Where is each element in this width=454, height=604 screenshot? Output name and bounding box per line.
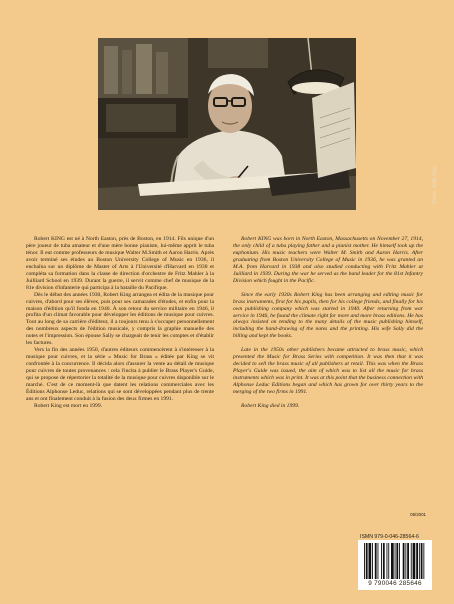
barcode-bar	[416, 543, 418, 579]
barcode-bar	[421, 543, 423, 579]
print-date-code: 05/2001	[410, 512, 426, 517]
barcode-bar	[419, 543, 420, 579]
french-paragraph: Dès le début des années 1930, Robert King arrangea et édita de la musique pour cuivres, d'abord pour ses élèves, puis pour ses camarades d'études, et enfin pour la maison d'édition qu'il fonda en 1940. À son retour du service militaire en 1946, il profita d'un climat favorable pour développer les éditions de musique pour cuivres. Tout au long de sa carrière d'éditeur, il a toujours tenu à s'occuper personnellement des nombreux aspects de l'édition musicale, y compris la graphie manuelle des notes et l'impression. Son épouse Sally se chargeait de tenir les comptes et d'établir les factures.	[26, 291, 214, 347]
french-paragraph: Robert King est mort en 1999.	[34, 402, 103, 409]
barcode-bars	[358, 540, 432, 582]
barcode-bar	[423, 543, 424, 579]
french-paragraph: Robert KING est né à North Easton, près de Boston, en 1914. Fils unique d'un père joueur de tuba amateur et d'une mère bonne pianiste, lui-même apprit le tuba ténor. Il eut comme professeurs de musique Walter M.Smith et Aaron Harris. Après avoir terminé ses études au Boston University College of Music en 1936, il enchaîna sur un diplôme de Master of Arts à l'Université d'Harvard en 1938 et compléta sa formation dans la classe de direction d'orchestre de Fritz Mahler à la Juilliard School en 1939. Durant la guerre, il servit comme chef de musique de la 81e division d'infanterie qui participa à la bataille du Pacifique.	[26, 236, 214, 291]
barcode-bar	[366, 543, 368, 579]
barcode-bar	[388, 543, 389, 579]
french-biography	[26, 236, 214, 410]
barcode-bar	[364, 543, 365, 579]
english-biography	[233, 236, 423, 410]
ismn-number: ISMN 979-0-046-28564-6	[360, 534, 419, 540]
barcode-bar	[387, 543, 388, 579]
barcode-bar	[396, 543, 398, 579]
portrait-photo	[98, 38, 438, 210]
barcode-bar	[375, 543, 377, 579]
barcode-bar	[399, 543, 400, 579]
barcode-bar	[407, 543, 409, 579]
french-paragraph: Vers la fin des années 1950, d'autres éditeurs commencèrent à s'intéresser à la musique pour cuivres, et la série « Music for Brass » éditée par King se vit confrontée à la concurrence. Il décida alors d'assurer la vente au détail de musique pour cuivres de toutes provenances : cela l'incita à publier le Brass Player's Guide, qui se propose de répertorier la totalité de la musique pour cuivres disponible sur le marché. C'est de ce moment-là que datent les relations commerciales avec les Éditions Alphonse Leduc, relations qui se sont développées pendant plus de trente ans et ont finalement conduit à la fusion des deux firmes en 1991.	[26, 347, 214, 402]
english-paragraph: Robert KING was born in North Easton, Massachusetts on November 27, 1914, the only child of a tuba playing father and a pianist mother. He himself took up the euphonium. His music teachers were Walter M. Smith and Aaron Harris. After graduating from Boston University College of Music in 1936, he was granted an M.A. from Harvard in 1938 and also studied conducting with Fritz Mahler at Juilliard in 1939. During the war he served as the band leader for the 81st Infantry Division which fought in the Pacific.	[233, 236, 423, 284]
barcode-bar	[383, 543, 385, 579]
barcode-bar	[369, 543, 372, 579]
barcode-bar	[372, 543, 373, 579]
barcode-digits: 9 790046 285646	[358, 580, 432, 587]
barcode-bar	[403, 543, 405, 579]
photo-credit: Photo: Sally King	[432, 165, 438, 204]
barcode	[358, 540, 432, 590]
english-paragraph: Robert King died in 1999.	[241, 403, 300, 410]
barcode-bar	[395, 543, 396, 579]
photo-illustration	[98, 38, 356, 210]
barcode-bar	[405, 543, 406, 579]
barcode-bar	[411, 543, 412, 579]
barcode-bar	[378, 543, 379, 579]
barcode-bar	[381, 543, 382, 579]
english-paragraph: Since the early 1930s Robert King has been arranging and editing music for brass instruments, first for his pupils, then for his college friends, and finally for his own publishing company which was started in 1940. After returning from war service in 1946, he found the climate right for more and more brass editions. He has always insisted on tending to the many details of the music publishing himself, including the hand-drawing of the notes and the printing. His wife Sally did the billing and kept the books.	[233, 291, 423, 340]
barcode-bar	[391, 543, 394, 579]
barcode-bar	[413, 543, 416, 579]
english-paragraph: Late in the 1950s other publishers became attracted to brass music, which presented the Music for Brass Series with competition. It was then that it was decided to sell the brass music of all publishers at retail. This was when the Brass Player's Guide was issued, the aim of which was to list all the music for brass instruments which was in print. It was at this point that the business connection with Alphonse Leduc Editions began and which has grown for over thirty years to the merging of the two firms in 1991.	[233, 347, 423, 396]
